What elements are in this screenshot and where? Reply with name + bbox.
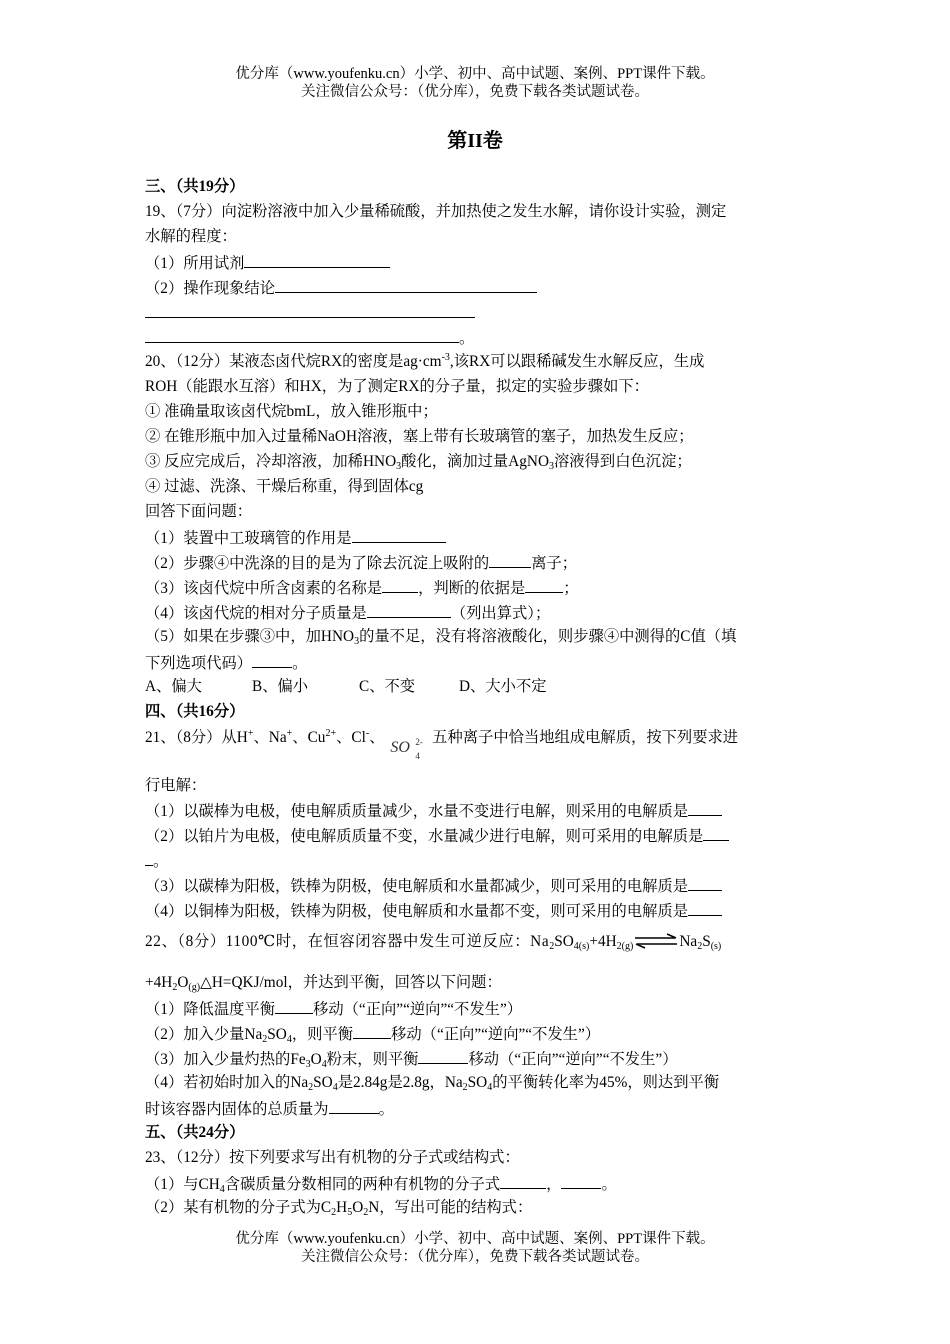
q19-part-2-label: （2）操作现象结论 — [145, 280, 276, 297]
q20-stem-1a: 20、（12分）某液态卤代烷RX的密度是ag·cm — [145, 353, 442, 370]
q22-part-1b: 移动（“正向”“逆向”“不发生”） — [313, 1001, 523, 1018]
footer-line-2: 关注微信公众号：（优分库），免费下载各类试题试卷。 — [301, 1249, 649, 1265]
q19-blank-line-3 — [145, 302, 475, 324]
header-line-1: 优分库（www.youfenku.cn）小学、初中、高中试题、案例、PPT课件下载。 — [235, 66, 715, 82]
q23-part-2-sub-2: 5 — [347, 1207, 353, 1218]
q23-part-2a: （2）某有机物的分子式为C — [145, 1199, 332, 1216]
q20-blank-5[interactable] — [252, 652, 292, 668]
q20-step-3a: ③ 反应完成后，冷却溶液，加稀HNO — [145, 453, 397, 470]
q22-part-2c: ，则平衡 — [291, 1026, 354, 1043]
q23-part-1c: ， — [546, 1176, 562, 1193]
q20-step-3b: 酸化，滴加过量AgNO — [401, 453, 549, 470]
q21-part-3 — [145, 875, 722, 897]
q23-blank-1b[interactable] — [561, 1173, 601, 1189]
q22-part-2d: 移动（“正向”“逆向”“不发生”） — [391, 1026, 601, 1043]
sulfate-base: SO — [390, 739, 410, 756]
q19-blank-4[interactable] — [145, 327, 459, 343]
q21-stem-1b: 五种离子中恰当地组成电解质，按下列要求进 — [432, 729, 739, 746]
q22-stem-1b: SO — [554, 933, 574, 950]
q22-part-4-line-1 — [145, 1073, 719, 1093]
q22-part-4e: 的平衡转化率为45%，则达到平衡 — [492, 1074, 720, 1091]
q21-blank-2b[interactable] — [145, 850, 153, 866]
q20-step-3-sub-2: 3 — [549, 461, 554, 472]
q23-part-1a: （1）与CH — [145, 1176, 220, 1193]
q22-part-3a: （3）加入少量灼热的Fe — [145, 1051, 306, 1068]
q20-option-d[interactable]: D、大小不定 — [459, 678, 547, 695]
q21-part-2-label: （2）以铂片为电极，使电解质质量不变，水量减少进行电解，则可采用的电解质是 — [145, 828, 704, 845]
q23-part-2-sub-1: 2 — [331, 1207, 337, 1218]
q23-blank-1a[interactable] — [500, 1173, 546, 1189]
q22-part-3-sub-2: 4 — [321, 1059, 327, 1070]
q21-na: Na — [268, 729, 287, 746]
section-4-heading: 四、（共16分） — [145, 703, 245, 720]
q21-sep-2: 、 — [292, 729, 308, 746]
q22-sub-a: 2 — [549, 941, 555, 952]
q20-answer-5c: 下列选项代码） — [145, 655, 253, 672]
q22-part-3-sub-1: 3 — [305, 1059, 311, 1070]
q22-part-4d: SO — [467, 1074, 488, 1091]
q20-answer-5a: （5）如果在步骤③中，加HNO — [145, 628, 355, 645]
q21-sep-3: 、 — [336, 729, 352, 746]
q23-part-1d: 。 — [601, 1176, 617, 1193]
q22-part-4g: 。 — [378, 1101, 394, 1118]
q19-part-1-label: （1）所用试剂 — [145, 255, 245, 272]
q21-stem-line-1 — [145, 728, 739, 761]
sulfate-charge: 2- — [415, 737, 423, 747]
q21-sep-4: 、 — [369, 729, 385, 746]
q20-blank-2[interactable] — [489, 552, 531, 568]
q23-part-2-sub-3: 2 — [363, 1207, 369, 1218]
q21-cl-charge: - — [365, 728, 370, 739]
q21-part-1-label: （1）以碳棒为电极，使电解质质量减少，水量不变进行电解，则采用的电解质是 — [145, 803, 689, 820]
q23-part-1-sub: 4 — [219, 1184, 225, 1195]
q22-sub-c: 2(g) — [616, 941, 634, 952]
q21-stem-1a: 21、（8分）从H — [145, 729, 248, 746]
q22-part-1 — [145, 998, 522, 1020]
q20-answer-3a: （3）该卤代烷中所含卤素的名称是 — [145, 580, 383, 597]
q22-part-3c: 粉末，则平衡 — [326, 1051, 419, 1068]
q22-stem-2c: △H=QKJ/mol，并达到平衡，回答以下问题： — [200, 974, 502, 991]
footer-line-1: 优分库（www.youfenku.cn）小学、初中、高中试题、案例、PPT课件下载。 — [235, 1231, 715, 1247]
q22-part-2-sub-2: 4 — [286, 1034, 292, 1045]
q20-step-3-sub-1: 3 — [396, 461, 402, 472]
q22-blank-1[interactable] — [275, 998, 313, 1014]
q21-blank-1[interactable] — [688, 800, 722, 816]
q22-stem-2b: O — [177, 974, 189, 991]
q20-answer-5d: 。 — [292, 655, 308, 672]
q22-stem-line-2 — [145, 973, 502, 993]
q22-part-4f: 时该容器内固体的总质量为 — [145, 1101, 329, 1118]
q21-stem-line-2: 行电解： — [145, 777, 207, 794]
q19-part-2 — [145, 277, 537, 299]
q21-part-1 — [145, 800, 722, 822]
q21-part-3-label: （3）以碳棒为阳极，铁棒为阴极，使电解质和水量都减少，则可采用的电解质是 — [145, 878, 689, 895]
q20-answer-prompt: 回答下面问题： — [145, 503, 253, 520]
q22-stem-1d: Na — [679, 933, 698, 950]
q20-step-2: ② 在锥形瓶中加入过量稀NaOH溶液，塞上带有长玻璃管的塞子，加热发生反应； — [145, 428, 694, 445]
q20-answer-5-line-1 — [145, 627, 736, 647]
q20-answer-2 — [145, 552, 577, 574]
q19-stem-line-1: 19、（7分）向淀粉溶液中加入少量稀硫酸，并加热使之发生水解，请你设计实验，测定 — [145, 203, 727, 220]
sulfate-ion-formula — [388, 736, 428, 761]
q22-sub-f: 2 — [172, 982, 178, 993]
q21-na-charge: + — [286, 728, 293, 739]
q22-part-2a: （2）加入少量Na — [145, 1026, 263, 1043]
q22-blank-3[interactable] — [418, 1048, 468, 1064]
q20-answer-1 — [145, 527, 446, 549]
page-title: 第II卷 — [447, 130, 503, 152]
q22-part-4a: （4）若初始时加入的Na — [145, 1074, 309, 1091]
q20-answer-5-line-2 — [145, 652, 307, 674]
sulfate-subscript: 4 — [415, 751, 420, 761]
q20-step-3c: 溶液得到白色沉淀； — [554, 453, 692, 470]
q19-blank-3[interactable] — [145, 302, 475, 318]
q22-part-3 — [145, 1048, 678, 1070]
q21-blank-3[interactable] — [688, 875, 722, 891]
equilibrium-arrow-icon — [633, 933, 679, 949]
q21-sep-1: 、 — [253, 729, 269, 746]
q23-part-2c: O — [352, 1199, 364, 1216]
q19-blank-2[interactable] — [275, 277, 537, 293]
q19-stem-line-2: 水解的程度： — [145, 228, 237, 245]
q21-blank-2a[interactable] — [703, 825, 729, 841]
q20-answer-5-sub: 3 — [354, 636, 360, 647]
q19-end-mark: 。 — [459, 330, 475, 347]
q22-sub-g: (g) — [188, 982, 201, 993]
q23-part-1 — [145, 1173, 617, 1195]
section-5-heading: 五、（共24分） — [145, 1124, 245, 1141]
q22-stem-line-1 — [145, 932, 721, 952]
q22-part-4-sub-1: 2 — [308, 1082, 314, 1093]
q22-part-4-sub-3: 2 — [462, 1082, 468, 1093]
q22-part-4-line-2 — [145, 1098, 394, 1120]
q20-density-exponent: -3 — [441, 352, 450, 363]
q22-blank-4[interactable] — [329, 1098, 379, 1114]
q20-answer-3 — [145, 577, 579, 599]
q22-sub-b: 4(s) — [573, 941, 590, 952]
q19-blank-line-4 — [145, 327, 474, 349]
header-line-2: 关注微信公众号：（优分库），免费下载各类试题试卷。 — [301, 84, 649, 100]
q22-part-4b: SO — [313, 1074, 333, 1091]
q22-stem-1a: 22、（8分）1100℃时，在恒容闭容器中发生可逆反应：Na — [145, 933, 550, 950]
q20-answer-2b: 离子； — [531, 555, 578, 572]
q20-answer-4a: （4）该卤代烷的相对分子质量是 — [145, 605, 367, 622]
q20-blank-3b[interactable] — [525, 577, 563, 593]
q21-part-4-label: （4）以铜棒为阳极，铁棒为阴极，使电解质和水量都不变，则可采用的电解质是 — [145, 903, 689, 920]
q20-answer-4 — [145, 602, 550, 624]
q20-option-a[interactable]: A、偏大 — [145, 678, 202, 695]
q22-part-4c: 是2.84g是2.8g，Na — [337, 1074, 463, 1091]
q22-part-4-sub-2: 4 — [332, 1082, 338, 1093]
q22-part-2 — [145, 1023, 600, 1045]
q20-answer-3b: ，判断的依据是 — [418, 580, 526, 597]
q23-stem: 23、（12分）按下列要求写出有机物的分子式或结构式： — [145, 1149, 520, 1166]
q22-part-3b: O — [310, 1051, 322, 1068]
q21-blank-4[interactable] — [688, 900, 722, 916]
q22-sub-e: (s) — [710, 941, 722, 952]
q19-part-1 — [145, 252, 390, 274]
q22-part-4-sub-4: 4 — [487, 1082, 493, 1093]
q20-answer-2a: （2）步骤④中洗涤的目的是为了除去沉淀上吸附的 — [145, 555, 490, 572]
q20-option-c[interactable]: C、不变 — [359, 678, 416, 695]
q19-blank-1[interactable] — [244, 252, 390, 268]
q20-options — [145, 677, 547, 697]
q20-stem-1b: ,该RX可以跟稀碱发生水解反应，生成 — [449, 353, 705, 370]
q22-part-2b: SO — [267, 1026, 287, 1043]
q21-part-4 — [145, 900, 722, 922]
q23-part-2b: H — [336, 1199, 348, 1216]
q22-part-3d: 移动（“正向”“逆向”“不发生”） — [468, 1051, 678, 1068]
q23-part-1b: 含碳质量分数相同的两种有机物的分子式 — [224, 1176, 501, 1193]
q22-stem-1c: +4H — [589, 933, 617, 950]
section-3-heading: 三、（共19分） — [145, 178, 245, 195]
q20-answer-3c: ； — [563, 580, 579, 597]
q21-h-charge: + — [247, 728, 254, 739]
q23-part-2 — [145, 1198, 532, 1218]
q21-cu: Cu — [307, 729, 326, 746]
q20-option-b[interactable]: B、偏小 — [252, 678, 309, 695]
q21-part-2-cont — [145, 850, 168, 872]
q22-stem-2a: +4H — [145, 974, 173, 991]
q20-step-1: ① 准确量取该卤代烷bmL，放入锥形瓶中； — [145, 403, 438, 420]
q20-answer-4b: （列出算式）； — [450, 605, 551, 622]
q22-part-2-sub-1: 2 — [262, 1034, 268, 1045]
q21-part-2-end: 。 — [153, 853, 169, 870]
q21-cu-charge: 2+ — [325, 728, 337, 739]
q21-part-2 — [145, 825, 729, 847]
q23-part-2d: N，写出可能的结构式： — [368, 1199, 533, 1216]
q20-blank-3a[interactable] — [382, 577, 418, 593]
q22-stem-1e: S — [702, 933, 711, 950]
q20-stem-line-1 — [145, 352, 704, 372]
q22-sub-d: 2 — [697, 941, 703, 952]
q20-step-3 — [145, 452, 692, 472]
q20-answer-1-label: （1）装置中工玻璃管的作用是 — [145, 530, 352, 547]
q20-answer-5b: 的量不足，没有将溶液酸化，则步骤④中测得的C值（填 — [359, 628, 737, 645]
q22-blank-2[interactable] — [353, 1023, 391, 1039]
q21-cl: Cl — [351, 729, 366, 746]
q20-stem-line-2: ROH（能跟水互溶）和HX，为了测定RX的分子量，拟定的实验步骤如下： — [145, 378, 649, 395]
q20-blank-1[interactable] — [352, 527, 446, 543]
q20-step-4: ④ 过滤、洗涤、干燥后称重，得到固体cg — [145, 478, 424, 495]
q22-part-1a: （1）降低温度平衡 — [145, 1001, 276, 1018]
q20-blank-4[interactable] — [367, 602, 451, 618]
